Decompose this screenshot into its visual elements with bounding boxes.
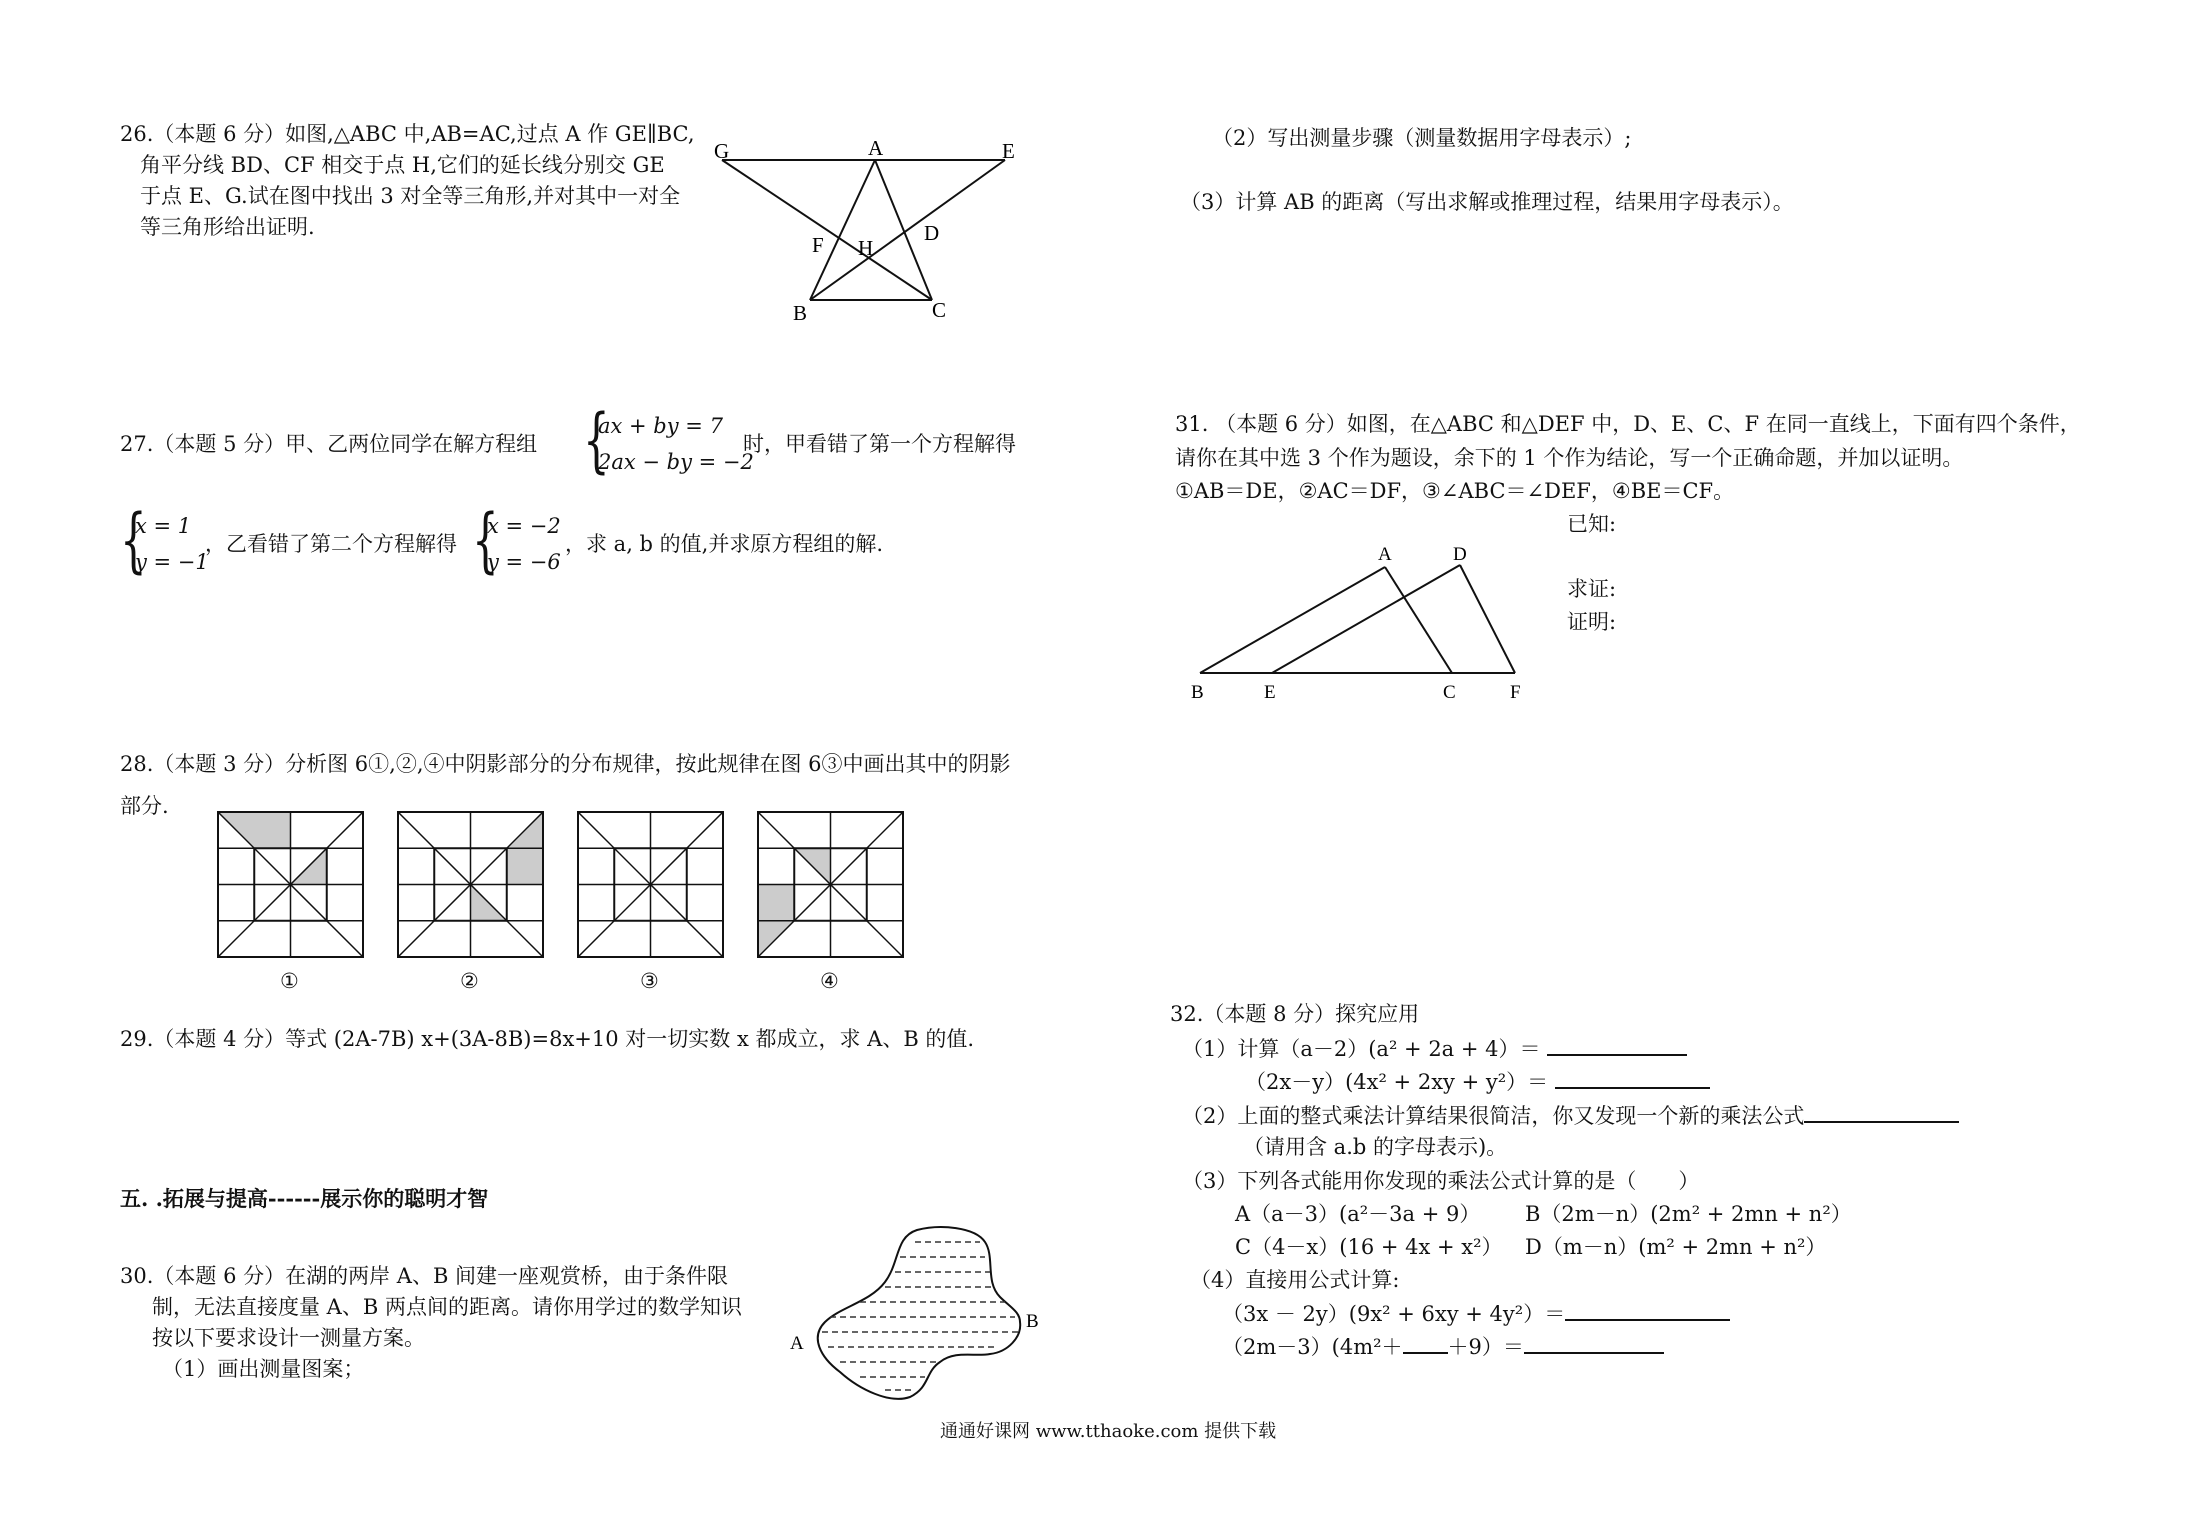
answer-blank[interactable] [1804, 1099, 1959, 1123]
label-g: G [714, 139, 730, 163]
fig-label-d: D [1453, 544, 1467, 565]
fig-label-b: B [1191, 682, 1204, 703]
q27-sol1-x: x = 1 [135, 514, 192, 538]
q31-proof: 证明: [1567, 610, 1617, 634]
q32-part4a: （3x － 2y）(9x² + 6xy + 4y²）＝ [1222, 1297, 1730, 1331]
q28-line2: 部分. [120, 794, 169, 818]
q32-part1b: （2x－y）(4x² + 2xy + y²）＝ [1245, 1065, 1710, 1099]
q32-option-d: D（m－n）(m² + 2mn + n²） [1525, 1235, 1827, 1259]
q32-title: 32.（本题 8 分）探究应用 [1170, 1002, 1420, 1026]
label-b: B [793, 301, 808, 325]
q27-eq2: 2ax − by = −2 [598, 450, 754, 474]
q32-option-b: B（2m－n）(2m² + 2mn + n²） [1525, 1202, 1852, 1226]
label-a: A [868, 136, 884, 160]
q27-eq1: ax + by = 7 [598, 414, 723, 438]
q27-sol1-y: y = −1 [135, 550, 209, 574]
fig-label-f: F [1510, 682, 1521, 703]
answer-blank[interactable] [1565, 1297, 1730, 1321]
answer-blank[interactable] [1524, 1330, 1664, 1354]
section-5-title: 五. .拓展与提高------展示你的聪明才智 [120, 1186, 489, 1211]
q30-step-2: （2）写出测量步骤（测量数据用字母表示）; [1212, 126, 1632, 150]
q28-caption-3: ③ [640, 969, 659, 993]
fig-label-c: C [1443, 682, 1456, 703]
q26-line2: 角平分线 BD、CF 相交于点 H,它们的延长线分别交 GE [140, 153, 665, 177]
q30-line1: 30.（本题 6 分）在湖的两岸 A、B 间建一座观赏桥，由于条件限 [120, 1264, 729, 1288]
q32-part4b: （2m－3）(4m²＋ ＋9）＝ [1222, 1330, 1664, 1364]
q27-suffix: 时，甲看错了第一个方程解得 [743, 432, 1016, 456]
q31-prove: 求证: [1567, 577, 1617, 601]
q32-part3: （3）下列各式能用你发现的乘法公式计算的是（ ） [1182, 1169, 1700, 1193]
label-h: H [858, 236, 874, 260]
q27-end: ，求 a, b 的值,并求原方程组的解. [565, 532, 884, 556]
label-e: E [1002, 139, 1015, 163]
q32-option-c: C（4－x）(16 + 4x + x²） [1235, 1235, 1503, 1259]
q27-sol2-y: y = −6 [487, 550, 561, 574]
q31-known: 已知: [1567, 512, 1617, 536]
q26-line1: 26.（本题 6 分）如图,△ABC 中,AB=AC,过点 A 作 GE∥BC, [120, 122, 695, 146]
footer-source: 通通好课网 www.tthaoke.com 提供下载 [940, 1421, 1277, 1442]
q30-line4: （1）画出测量图案； [162, 1357, 365, 1381]
q28-line1: 28.（本题 3 分）分析图 6①,②,④中阴影部分的分布规律，按此规律在图 6③中画出其中的阴影 [120, 752, 1011, 776]
q27-middle: ，乙看错了第二个方程解得 [205, 532, 457, 556]
label-c: C [932, 298, 947, 322]
q30-lake-figure [790, 1222, 1050, 1407]
q28-pattern-figures [218, 812, 918, 962]
q28-caption-1: ① [280, 969, 299, 993]
q29-line1: 29.（本题 4 分）等式 (2A-7B) x+(3A-8B)=8x+10 对一切实数 x 都成立，求 A、B 的值. [120, 1027, 975, 1051]
q27-brace-1: { [583, 399, 610, 481]
q28-caption-2: ② [460, 969, 479, 993]
q28-caption-4: ④ [820, 969, 839, 993]
q31-line2: 请你在其中选 3 个作为题设，余下的 1 个作为结论，写一个正确命题，并加以证明。 [1175, 446, 1964, 470]
q30-line2: 制，无法直接度量 A、B 两点间的距离。请你用学过的数学知识 [152, 1295, 742, 1319]
q27-sol2-x: x = −2 [487, 514, 561, 538]
q26-line3: 于点 E、G.试在图中找出 3 对全等三角形,并对其中一对全 [140, 184, 681, 208]
q31-triangles-figure [1180, 540, 1530, 705]
q32-option-a: A（a－3）(a²－3a + 9） [1235, 1202, 1481, 1226]
q27-brace-2: { [120, 499, 147, 581]
q32-part4: （4）直接用公式计算: [1190, 1268, 1400, 1292]
answer-blank[interactable] [1403, 1330, 1448, 1354]
q32-part2b: （请用含 a.b 的字母表示)。 [1243, 1135, 1508, 1159]
answer-blank[interactable] [1547, 1032, 1687, 1056]
fig-label-a: A [1378, 544, 1392, 565]
lake-label-b: B [1026, 1311, 1039, 1332]
q30-line3: 按以下要求设计一测量方案。 [152, 1326, 425, 1350]
q32-part2a: （2）上面的整式乘法计算结果很简洁，你又发现一个新的乘法公式 [1182, 1099, 1959, 1133]
q27-brace-3: { [472, 499, 499, 581]
lake-label-a: A [790, 1333, 804, 1354]
fig-label-e: E [1264, 682, 1276, 703]
answer-blank[interactable] [1555, 1065, 1710, 1089]
q32-part1a: （1）计算（a－2）(a² + 2a + 4）＝ [1182, 1032, 1687, 1066]
q30-step-3: （3）计算 AB 的距离（写出求解或推理过程，结果用字母表示）。 [1180, 190, 1794, 214]
q27-prefix: 27.（本题 5 分）甲、乙两位同学在解方程组 [120, 432, 538, 456]
label-f: F [812, 233, 824, 257]
q26-triangle-figure [700, 135, 1030, 335]
label-d: D [924, 221, 940, 245]
q31-line1: 31. （本题 6 分）如图，在△ABC 和△DEF 中，D、E、C、F 在同一直线上，下面有四个条件， [1175, 412, 2081, 436]
q31-line3: ①AB＝DE，②AC＝DF，③∠ABC＝∠DEF，④BE＝CF。 [1175, 479, 1735, 503]
q26-line4: 等三角形给出证明. [140, 215, 315, 239]
